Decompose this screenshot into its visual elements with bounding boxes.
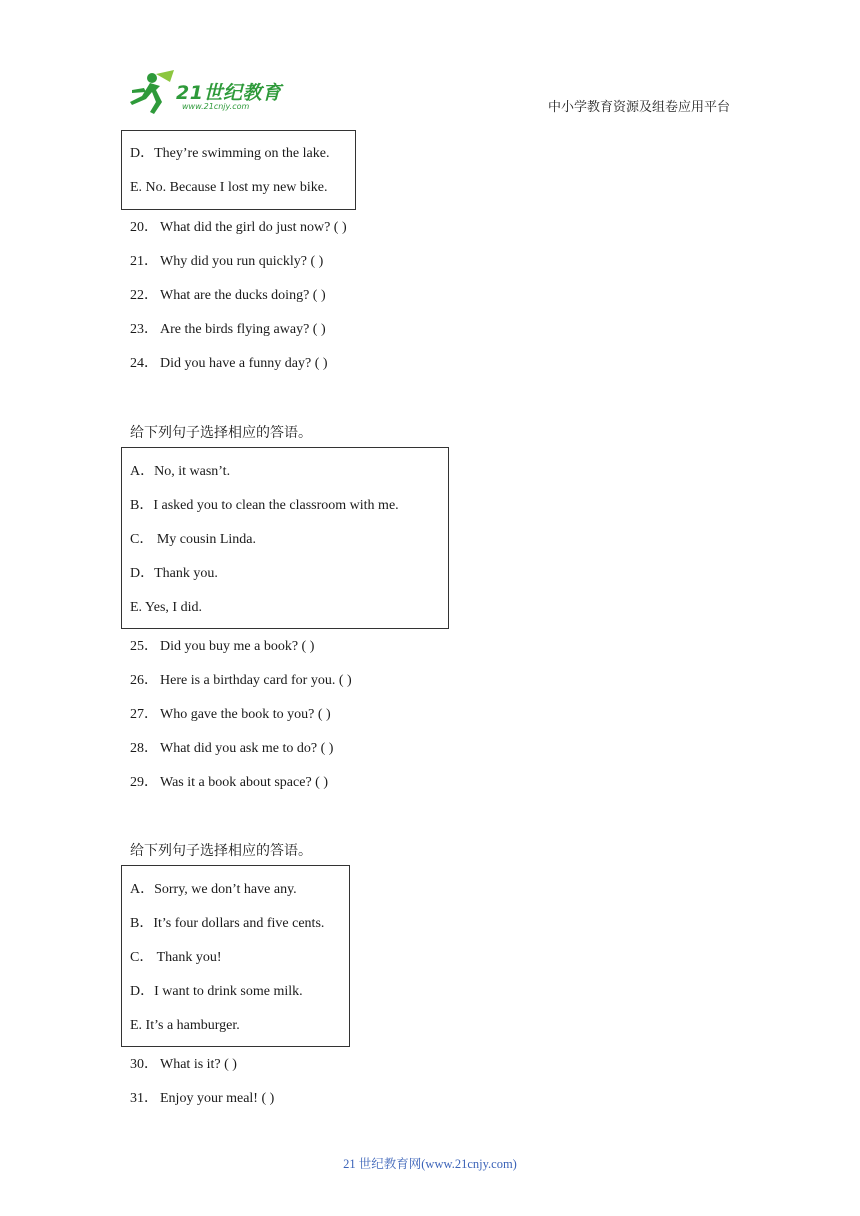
question-number: 26． bbox=[130, 673, 158, 688]
question-item bbox=[130, 252, 323, 272]
options-box-3 bbox=[121, 865, 350, 1047]
option-item: B．I asked you to clean the classroom with me. bbox=[130, 498, 399, 513]
question-text: Did you buy me a book? ( ) bbox=[160, 639, 315, 654]
question-text: Are the birds flying away? ( ) bbox=[160, 322, 326, 337]
logo-text: 21世纪教育 bbox=[176, 82, 282, 104]
question-text: Here is a birthday card for you. ( ) bbox=[160, 673, 352, 688]
question-item bbox=[130, 637, 314, 657]
page-footer: 21 世纪教育网(www.21cnjy.com) bbox=[343, 1157, 517, 1171]
option-item: E. Yes, I did. bbox=[130, 600, 202, 615]
option-item: A．No, it wasn’t. bbox=[130, 464, 231, 479]
option-item: D．They’re swimming on the lake. bbox=[130, 146, 330, 161]
question-number: 23． bbox=[130, 322, 158, 337]
option-item: C． Thank you! bbox=[130, 950, 222, 965]
question-text: What did you ask me to do? ( ) bbox=[160, 741, 334, 756]
question-number: 22． bbox=[130, 288, 158, 303]
question-text: Who gave the book to you? ( ) bbox=[160, 707, 331, 722]
section-instruction: 给下列句子选择相应的答语。 bbox=[130, 843, 312, 859]
question-item bbox=[130, 1089, 274, 1109]
header-platform-title: 中小学教育资源及组卷应用平台 bbox=[547, 100, 730, 115]
question-number: 20． bbox=[130, 220, 158, 235]
question-item bbox=[130, 773, 328, 793]
question-number: 29． bbox=[130, 775, 158, 790]
question-text: What are the ducks doing? ( ) bbox=[160, 288, 326, 303]
option-item: B．It’s four dollars and five cents. bbox=[130, 916, 325, 931]
question-text: Enjoy your meal! ( ) bbox=[160, 1091, 275, 1106]
question-number: 27． bbox=[130, 707, 158, 722]
question-number: 30． bbox=[130, 1057, 158, 1072]
options-box-2 bbox=[121, 447, 449, 629]
question-text: Why did you run quickly? ( ) bbox=[160, 254, 324, 269]
question-number: 28． bbox=[130, 741, 158, 756]
option-item: D．Thank you. bbox=[130, 566, 218, 581]
question-number: 31． bbox=[130, 1091, 158, 1106]
question-item bbox=[130, 320, 326, 340]
section-instruction: 给下列句子选择相应的答语。 bbox=[130, 425, 312, 441]
option-item: A．Sorry, we don’t have any. bbox=[130, 882, 297, 897]
question-text: What is it? ( ) bbox=[160, 1057, 237, 1072]
question-text: Was it a book about space? ( ) bbox=[160, 775, 328, 790]
question-number: 24． bbox=[130, 356, 158, 371]
site-logo bbox=[122, 68, 292, 118]
logo-url: www.21cnjy.com bbox=[182, 102, 250, 111]
runner-logo-icon bbox=[122, 68, 178, 118]
question-text: Did you have a funny day? ( ) bbox=[160, 356, 328, 371]
question-text: What did the girl do just now? ( ) bbox=[160, 220, 347, 235]
option-item: D．I want to drink some milk. bbox=[130, 984, 303, 999]
option-item: C． My cousin Linda. bbox=[130, 532, 256, 547]
options-box-1 bbox=[121, 130, 356, 210]
question-item bbox=[130, 218, 347, 238]
option-item: E. It’s a hamburger. bbox=[130, 1018, 240, 1033]
option-item: E. No. Because I lost my new bike. bbox=[130, 180, 328, 195]
question-item bbox=[130, 739, 333, 759]
question-item bbox=[130, 1055, 237, 1075]
question-item bbox=[130, 705, 331, 725]
question-number: 21． bbox=[130, 254, 158, 269]
question-item bbox=[130, 286, 326, 306]
question-item bbox=[130, 671, 352, 691]
question-item bbox=[130, 354, 328, 374]
question-number: 25． bbox=[130, 639, 158, 654]
